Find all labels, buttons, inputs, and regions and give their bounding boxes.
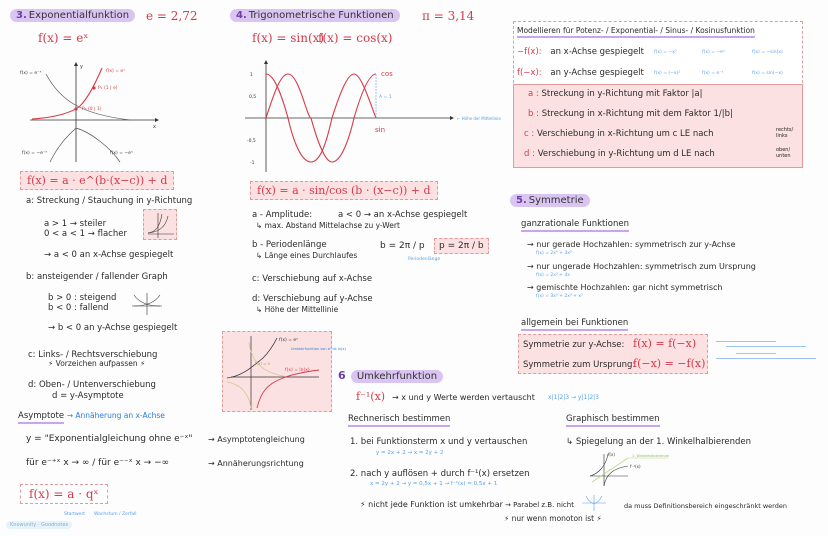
exp-param-b-line3: → b < 0 an y-Achse gespiegelt: [48, 323, 178, 333]
section5-heading: [510, 195, 590, 206]
asymptote-direction: für e⁻⁺ˣ x → ∞ / für e⁻⁻ˣ x → −∞: [26, 458, 170, 468]
row1-example-3: f(x) = −sin(x): [752, 50, 783, 55]
inverse-table-note: x|1|2|3 → y|1|2|3: [548, 394, 599, 401]
label-amplitude: A = 1: [379, 95, 392, 100]
section3-heading: [10, 10, 135, 21]
exponential-graph: [20, 62, 160, 167]
trig-param-d: d: Verschiebung auf y-Achse: [252, 294, 373, 304]
exp-general-formula: f(x) = a · e^(b·(x−c)) + d: [20, 171, 174, 190]
asymptote-equation-note: → Asymptotengleichung: [208, 435, 305, 444]
modelling-box: [513, 21, 803, 167]
modelling-row-f-negx: [517, 68, 644, 78]
trig-graph: [245, 60, 501, 175]
symmetry-item-2: → nur ungerade Hochzahlen: symmetrisch zum Ursprung: [527, 262, 756, 271]
symmetry-side-notes: [716, 338, 816, 372]
exp-param-b-line1: b > 0 : steigend: [48, 293, 117, 303]
y-axis-label: y: [80, 64, 83, 70]
power-note-a: Startwert: [64, 512, 86, 517]
section-title: Symmetrie: [528, 195, 584, 206]
row2-example-3: f(x) = sin(−x): [752, 71, 783, 76]
sym-origin-label: Symmetrie zum Ursprung:: [523, 360, 636, 370]
exp-param-b-title: b: ansteigender / fallender Graph: [26, 272, 168, 282]
trig-param-c: c: Verschiebung auf x-Achse: [252, 274, 373, 284]
section4-heading: [230, 10, 400, 21]
row-text: an x-Achse gespiegelt: [550, 47, 645, 57]
y-tick: 0,5: [249, 95, 257, 100]
row-text: an y-Achse gespiegelt: [550, 68, 644, 78]
inverse-description: → x und y Werte werden vertauscht: [392, 393, 535, 402]
label-ln: f(x) = ln(x): [285, 368, 310, 373]
trig-param-d-note: ↳ Höhe der Mittellinie: [256, 305, 339, 314]
label-f-negx: f(x) = e⁻ˣ: [20, 71, 42, 76]
label-p1: P₁ (1 | e): [98, 86, 118, 91]
section-title: Umkehrfunktion: [351, 370, 443, 383]
a-mini-graph: [143, 209, 177, 240]
symmetry-item-1: → nur gerade Hochzahlen: symmetrisch zur y-Achse: [527, 240, 736, 249]
modelling-row-neg-f: [517, 47, 644, 57]
section-number: 5.: [516, 195, 527, 206]
label-cos: cos: [381, 70, 393, 78]
param-d: d : Verschiebung in y-Richtung um d LE nach: [524, 149, 715, 159]
exp-param-a-line1: a > 1 → steiler: [44, 219, 107, 229]
y-tick: -1: [250, 161, 255, 166]
label-f: f(x): [608, 452, 615, 457]
umkehrbar-warning-example: → Parabel z.B. nicht: [505, 501, 574, 509]
asymptote-desc: → Annäherung an x-Achse: [66, 411, 165, 420]
sym-y-formula: f(x) = f(−x): [633, 337, 697, 350]
section-number: 3.: [16, 10, 27, 21]
symmetry-example-1: f(x) = 2x⁴ + 3x²: [536, 251, 572, 256]
asymptote-row: [18, 411, 165, 421]
symmetry-subheading-ganzrational: ganzrationale Funktionen: [521, 219, 629, 232]
label-finv: f⁻¹(x): [630, 464, 641, 469]
sym-y-label: Symmetrie zur y-Achse:: [523, 340, 625, 350]
section-title: Exponentialfunktion: [28, 10, 130, 21]
exp-param-b-line2: b < 0 : fallend: [48, 303, 109, 313]
row2-example-1: f(x) = (−x)²: [654, 71, 681, 76]
label-mirror: f(x) = x: [255, 361, 271, 366]
exp-param-a-title: a: Streckung / Stauchung in y-Richtung: [26, 196, 193, 206]
section-number: 4.: [236, 10, 247, 21]
b-mini-graph: [130, 292, 164, 316]
row-label: −f(x):: [517, 47, 542, 57]
p-formula: p = 2π / b: [434, 238, 489, 254]
graphisch-description: ↳ Spiegelung an der 1. Winkelhalbierenden: [566, 437, 752, 447]
x-axis-label: x: [153, 124, 156, 130]
step2: 2. nach y auflösen + durch f⁻¹(x) ersetzen: [350, 469, 530, 479]
step2-example: x = 2y + 2 → y = 0,5x + 1 → f⁻¹(x) = 0,5x + 1: [370, 481, 498, 487]
section-number: 6: [338, 369, 346, 382]
param-c: c : Verschiebung in x-Richtung um c LE nach: [524, 129, 714, 139]
modelling-title: Modellieren für Potenz- / Exponential- / Sinus- / Kosinusfunktion: [517, 26, 755, 38]
pi-value: π = 3,14: [422, 9, 475, 23]
exp-param-d-note: d = y-Asymptote: [52, 391, 124, 401]
label-bisector: 1. Winkelhalbierende: [632, 454, 669, 458]
label-sin: sin: [375, 126, 386, 134]
step1-example: y = 2x + 2 → x = 2y + 2: [376, 450, 444, 456]
exp-param-d-title: d: Oben- / Untenverschiebung: [28, 380, 156, 390]
section-title: Trigonometrische Funktionen: [248, 10, 394, 21]
row-label: f(−x):: [517, 68, 542, 78]
rechnerisch-heading: Rechnerisch bestimmen: [348, 414, 450, 427]
param-d-suffix: oben/ unten: [776, 147, 791, 159]
power-note-q: Wachstum / Zerfall: [94, 512, 137, 517]
inverse-mini-graph: [588, 452, 678, 486]
monoton-note: ⚡ nur wenn monoton ist ⚡: [504, 514, 602, 523]
symmetry-example-3: f(x) = 3x⁴ + 2x³ + x²: [536, 294, 583, 299]
param-b: b : Streckung in x-Richtung mit dem Faktor 1/|b|: [528, 109, 733, 119]
sin-formula: f(x) = sin(x): [252, 31, 325, 45]
label-p0: P₀ (0 | 1): [82, 107, 102, 112]
power-growth-formula: f(x) = a · qˣ: [20, 484, 108, 504]
e-value: e = 2,72: [146, 9, 198, 23]
sym-origin-formula: f(−x) = −f(x): [633, 357, 706, 370]
trig-param-b-note: ↳ Länge eines Durchlaufes: [256, 251, 358, 260]
trig-param-a-condition: a < 0 → an x-Achse gespiegelt: [338, 210, 468, 220]
umkehrbar-warning: ⚡ nicht jede Funktion ist umkehrbar: [360, 500, 503, 509]
umkehrbar-warning-end: da muss Definitionsbereich eingeschränkt werden: [624, 502, 787, 510]
y-tick: -0,5: [247, 139, 256, 144]
symmetry-subheading-allgemein: allgemein bei Funktionen: [521, 318, 628, 331]
symmetry-item-3: → gemischte Hochzahlen: gar nicht symmetrisch: [527, 283, 723, 292]
exp-param-c-title: c: Links- / Rechtsverschiebung: [28, 350, 158, 360]
cos-formula: f(x) = cos(x): [318, 31, 393, 45]
parabola-mini-graph: [582, 495, 608, 511]
exp-param-a-line3: → a < 0 an x-Achse gespiegelt: [44, 250, 174, 260]
trig-param-b: b - Periodenlänge: [252, 240, 327, 250]
row2-example-2: f(x) = e⁻ˣ: [702, 71, 724, 76]
symmetry-example-2: f(x) = 2x³ + 4x: [536, 273, 570, 278]
watermark: Knowunity · Goodnotes: [6, 521, 72, 529]
exp-param-a-line2: 0 < a < 1 → flacher: [44, 229, 127, 239]
exp-base-formula: f(x) = eˣ: [38, 31, 89, 45]
label-f-pos: f(x) = eˣ: [106, 69, 126, 74]
inverse-notation: f⁻¹(x): [356, 390, 386, 403]
step1: 1. bei Funktionsterm x und y vertauschen: [350, 437, 528, 447]
row1-example-2: f(x) = −eˣ: [702, 50, 725, 55]
y-tick: 1: [250, 73, 253, 78]
label-midline: ← Höhe der Mittellinie: [457, 116, 501, 121]
asymptote-label: Asymptote: [18, 411, 64, 424]
param-a: a : Streckung in y-Richtung mit Faktor |a|: [528, 89, 703, 99]
ln-exp-inverse-box: [222, 331, 346, 412]
label-f-neg: f(x) = −eˣ: [110, 151, 133, 156]
trig-param-a: a - Amplitude:: [252, 210, 313, 220]
p-note: Periodenlänge: [408, 257, 441, 262]
row1-example-1: f(x) = −x²: [654, 50, 677, 55]
modelling-params: [513, 84, 803, 168]
graphisch-heading: Graphisch bestimmen: [566, 414, 660, 427]
asymptote-direction-note: → Annäherungsrichtung: [208, 459, 304, 468]
trig-general-formula: f(x) = a · sin/cos (b · (x−c)) + d: [250, 181, 438, 200]
label-note: Umkehrfunktion von eˣ ist ln(x): [291, 347, 346, 351]
param-c-suffix: rechts/ links: [776, 127, 794, 139]
b-formula: b = 2π / p: [380, 241, 425, 251]
label-f-neg-negx: f(x) = −e⁻ˣ: [22, 151, 48, 156]
trig-param-a-note: ↳ max. Abstand Mittelachse zu y-Wert: [256, 221, 400, 230]
exp-param-c-note: ⚡ Vorzeichen aufpassen ⚡: [48, 359, 146, 368]
label-exp: f(x) = eˣ: [279, 338, 299, 343]
asymptote-equation: y = "Exponentialgleichung ohne e⁻ˣ": [26, 434, 193, 444]
symmetry-rules-box: [518, 334, 708, 374]
section6-heading: [338, 369, 443, 382]
